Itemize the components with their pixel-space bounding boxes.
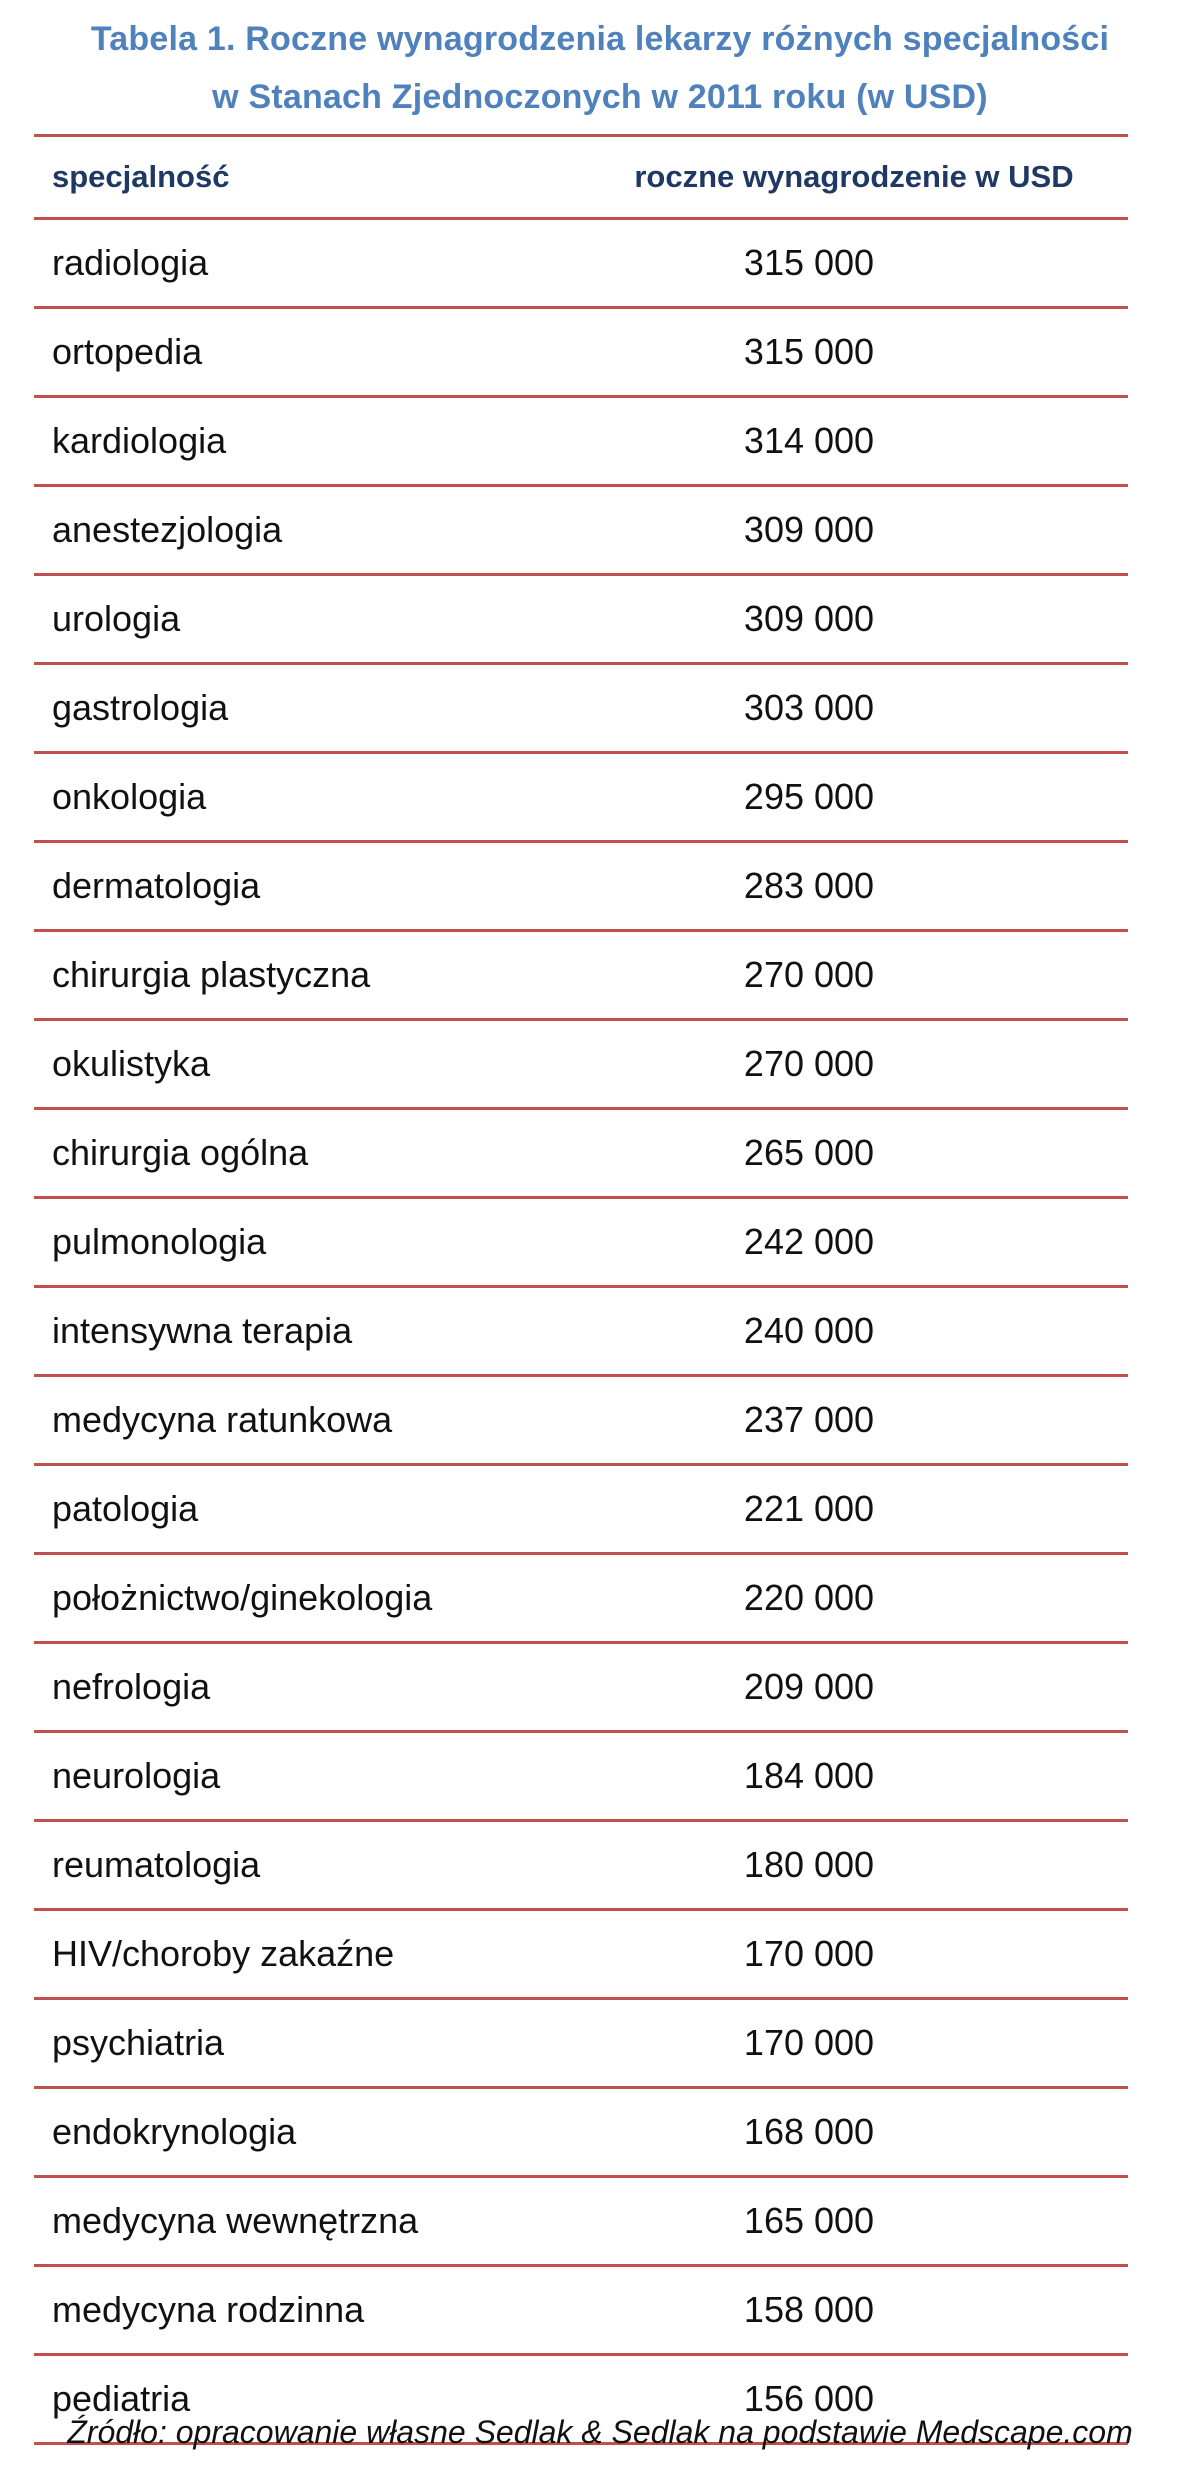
header-salary: roczne wynagrodzenie w USD xyxy=(634,159,1074,194)
table-header-row xyxy=(34,134,1128,220)
salary-cell: 314 000 xyxy=(743,420,875,461)
specialty-cell: onkologia xyxy=(52,776,207,817)
caption-line-2: w Stanach Zjednoczonych w 2011 roku (w USD) xyxy=(212,78,988,116)
salary-cell: 265 000 xyxy=(743,1132,875,1173)
salary-cell: 184 000 xyxy=(743,1755,875,1796)
specialty-cell: reumatologia xyxy=(52,1844,261,1885)
caption-line-1: Tabela 1. Roczne wynagrodzenia lekarzy różnych specjalności xyxy=(90,20,1110,58)
source-note: Źródło: opracowanie własne Sedlak & Sedlak na podstawie Medscape.com xyxy=(67,2414,1133,2450)
salary-cell: 158 000 xyxy=(743,2289,875,2330)
specialty-cell: medycyna ratunkowa xyxy=(52,1399,393,1440)
table-row xyxy=(34,576,1128,665)
salary-cell: 309 000 xyxy=(743,598,875,639)
table-row xyxy=(34,1555,1128,1644)
salary-cell: 242 000 xyxy=(743,1221,875,1262)
table-row xyxy=(34,220,1128,309)
table-row xyxy=(34,2178,1128,2267)
salary-cell: 180 000 xyxy=(743,1844,875,1885)
table-row xyxy=(34,1911,1128,2000)
salary-cell: 315 000 xyxy=(743,331,875,372)
specialty-cell: okulistyka xyxy=(52,1043,211,1084)
salary-cell: 303 000 xyxy=(743,687,875,728)
specialty-cell: medycyna wewnętrzna xyxy=(52,2200,419,2241)
salary-cell: 315 000 xyxy=(743,242,875,283)
specialty-cell: chirurgia plastyczna xyxy=(52,954,371,995)
specialty-cell: radiologia xyxy=(52,242,209,283)
salary-cell: 168 000 xyxy=(743,2111,875,2152)
salary-cell: 240 000 xyxy=(743,1310,875,1351)
table-row xyxy=(34,1021,1128,1110)
table-row xyxy=(34,1644,1128,1733)
table-row xyxy=(34,1466,1128,1555)
salary-cell: 295 000 xyxy=(743,776,875,817)
table-row xyxy=(34,1733,1128,1822)
table-row xyxy=(34,398,1128,487)
specialty-cell: położnictwo/ginekologia xyxy=(52,1577,433,1618)
salary-table xyxy=(34,134,1128,2445)
table-row xyxy=(34,1288,1128,1377)
table-row xyxy=(34,665,1128,754)
specialty-cell: HIV/choroby zakaźne xyxy=(52,1933,395,1974)
salary-cell: 165 000 xyxy=(743,2200,875,2241)
salary-cell: 309 000 xyxy=(743,509,875,550)
specialty-cell: anestezjologia xyxy=(52,509,283,550)
table-row xyxy=(34,309,1128,398)
table-row xyxy=(34,2267,1128,2356)
table-row xyxy=(34,2089,1128,2178)
specialty-cell: endokrynologia xyxy=(52,2111,297,2152)
table-row xyxy=(34,2000,1128,2089)
salary-cell: 156 000 xyxy=(743,2378,875,2419)
header-specialty: specjalność xyxy=(52,159,230,194)
salary-cell: 221 000 xyxy=(743,1488,875,1529)
specialty-cell: nefrologia xyxy=(52,1666,211,1707)
specialty-cell: kardiologia xyxy=(52,420,227,461)
specialty-cell: ortopedia xyxy=(52,331,203,372)
salary-cell: 170 000 xyxy=(743,2022,875,2063)
specialty-cell: patologia xyxy=(52,1488,199,1529)
specialty-cell: gastrologia xyxy=(52,687,229,728)
salary-cell: 170 000 xyxy=(743,1933,875,1974)
table-row xyxy=(34,1199,1128,1288)
specialty-cell: chirurgia ogólna xyxy=(52,1132,309,1173)
salary-cell: 237 000 xyxy=(743,1399,875,1440)
specialty-cell: urologia xyxy=(52,598,181,639)
salary-cell: 283 000 xyxy=(743,865,875,906)
specialty-cell: pediatria xyxy=(52,2378,191,2419)
specialty-cell: neurologia xyxy=(52,1755,221,1796)
salary-cell: 270 000 xyxy=(743,954,875,995)
table-row xyxy=(34,843,1128,932)
table-row xyxy=(34,1822,1128,1911)
specialty-cell: pulmonologia xyxy=(52,1221,267,1262)
table-row xyxy=(34,932,1128,1021)
table-row xyxy=(34,754,1128,843)
specialty-cell: medycyna rodzinna xyxy=(52,2289,365,2330)
specialty-cell: dermatologia xyxy=(52,865,261,906)
table-row xyxy=(34,1377,1128,1466)
table-row xyxy=(34,1110,1128,1199)
salary-cell: 209 000 xyxy=(743,1666,875,1707)
salary-cell: 220 000 xyxy=(743,1577,875,1618)
table-body xyxy=(34,220,1128,2445)
salary-cell: 270 000 xyxy=(743,1043,875,1084)
table-caption xyxy=(0,10,1200,126)
specialty-cell: psychiatria xyxy=(52,2022,225,2063)
specialty-cell: intensywna terapia xyxy=(52,1310,353,1351)
table-row xyxy=(34,487,1128,576)
